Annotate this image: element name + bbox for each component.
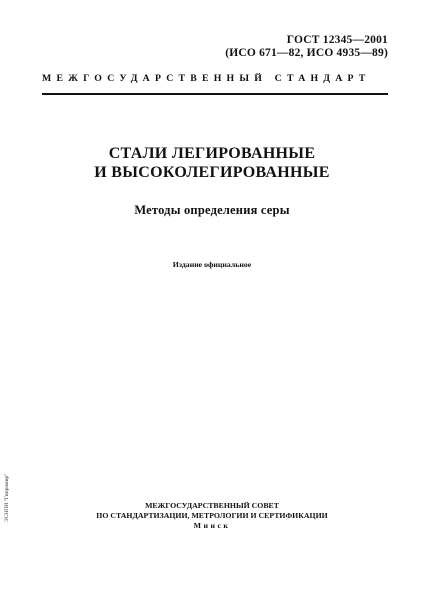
title-line-1: СТАЛИ ЛЕГИРОВАННЫЕ xyxy=(108,145,316,162)
standard-designation xyxy=(225,34,388,60)
issuing-council xyxy=(0,501,424,531)
council-city: Минск xyxy=(193,521,231,530)
document-title xyxy=(0,144,424,182)
header-rule xyxy=(42,93,388,95)
title-line-2: И ВЫСОКОЛЕГИРОВАННЫЕ xyxy=(94,164,330,181)
interstate-standard-banner: МЕЖГОСУДАРСТВЕННЫЙ СТАНДАРТ xyxy=(42,73,371,84)
iso-references: (ИСО 671—82, ИСО 4935—89) xyxy=(225,47,388,59)
side-watermark-note: ЭСНПИ "Гипромир" xyxy=(4,473,10,522)
standard-number: ГОСТ 12345—2001 xyxy=(286,34,388,46)
official-edition-label: Издание официальное xyxy=(172,260,252,269)
council-line-1: МЕЖГОСУДАРСТВЕННЫЙ СОВЕТ xyxy=(145,501,279,510)
council-line-2: ПО СТАНДАРТИЗАЦИИ, МЕТРОЛОГИИ И СЕРТИФИКАЦИИ xyxy=(96,511,328,520)
document-subtitle: Методы определения серы xyxy=(134,203,290,217)
